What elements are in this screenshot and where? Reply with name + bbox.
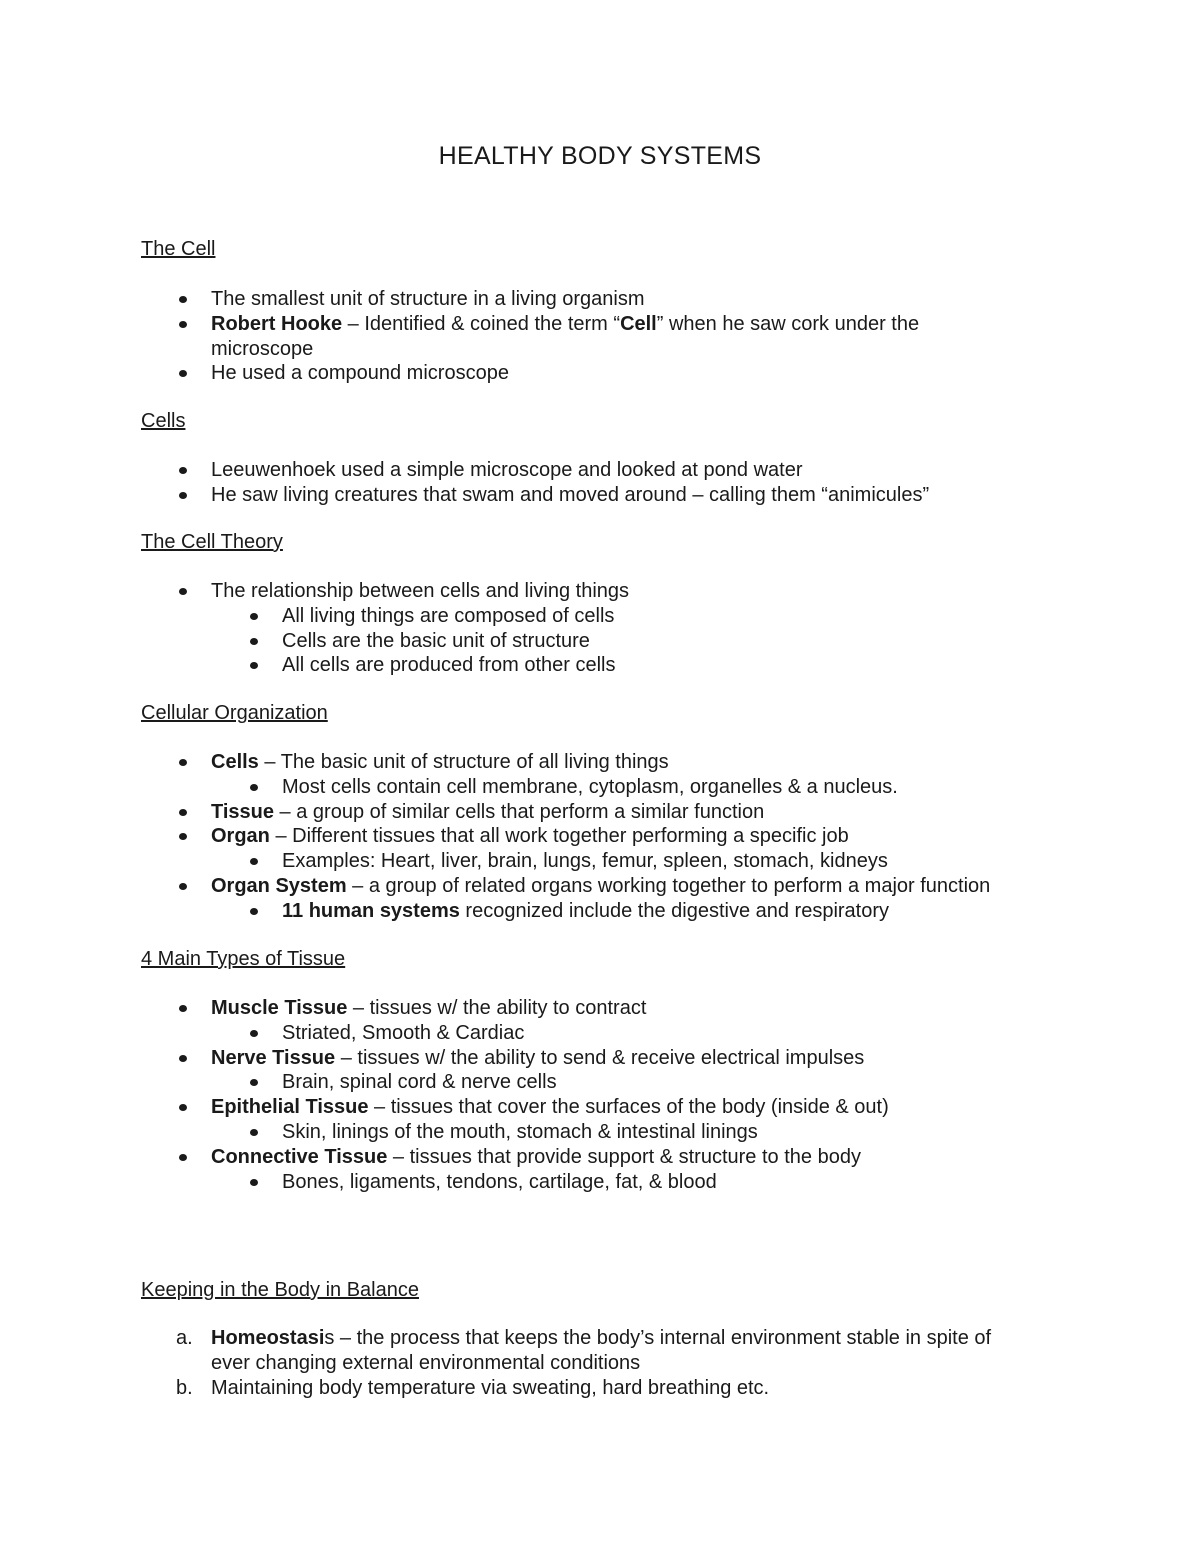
bullet-icon: [179, 588, 187, 595]
list-subitem: Skin, linings of the mouth, stomach & intestinal linings: [141, 1120, 889, 1145]
bullet-icon: [179, 1055, 187, 1062]
heading-cell-theory: The Cell Theory: [141, 531, 283, 553]
list-item: The relationship between cells and living things: [141, 579, 629, 604]
bullet-icon: [250, 613, 258, 620]
list-subitem: 11 human systems recognized include the digestive and respiratory: [141, 899, 990, 924]
bullet-icon: [179, 1005, 187, 1012]
list-subitem: Brain, spinal cord & nerve cells: [141, 1070, 889, 1095]
list-subitem: Most cells contain cell membrane, cytoplasm, organelles & a nucleus.: [141, 775, 990, 800]
list-item: Muscle Tissue – tissues w/ the ability to contract: [141, 996, 889, 1021]
bullet-icon: [250, 1179, 258, 1186]
heading-cellular-organization: Cellular Organization: [141, 702, 328, 724]
list-subitem: Bones, ligaments, tendons, cartilage, fat, & blood: [141, 1170, 889, 1195]
list-item: Tissue – a group of similar cells that perform a similar function: [141, 800, 990, 825]
list-subitem: Cells are the basic unit of structure: [141, 629, 629, 654]
list-item: Leeuwenhoek used a simple microscope and looked at pond water: [141, 458, 929, 483]
bullet-icon: [250, 638, 258, 645]
list-marker: b.: [176, 1376, 193, 1399]
list-item: Nerve Tissue – tissues w/ the ability to send & receive electrical impulses: [141, 1046, 889, 1071]
bullet-icon: [250, 662, 258, 669]
bullet-icon: [179, 883, 187, 890]
heading-body-balance: Keeping in the Body in Balance: [141, 1279, 419, 1301]
list-cells: [141, 458, 929, 508]
list-types-of-tissue: [141, 996, 889, 1194]
bullet-icon: [179, 759, 187, 766]
list-item: Epithelial Tissue – tissues that cover the surfaces of the body (inside & out): [141, 1095, 889, 1120]
bullet-icon: [250, 858, 258, 865]
bullet-icon: [250, 1079, 258, 1086]
list-subitem: Striated, Smooth & Cardiac: [141, 1021, 889, 1046]
bullet-icon: [179, 467, 187, 474]
bullet-icon: [250, 908, 258, 915]
list-subitem: Examples: Heart, liver, brain, lungs, femur, spleen, stomach, kidneys: [141, 849, 990, 874]
list-item: Organ – Different tissues that all work together performing a specific job: [141, 824, 990, 849]
bullet-icon: [179, 492, 187, 499]
list-item-continuation: ever changing external environmental conditions: [211, 1351, 641, 1374]
list-item: Organ System – a group of related organs working together to perform a major function: [141, 874, 990, 899]
list-subitem: All cells are produced from other cells: [141, 653, 629, 678]
ordered-list-body-balance: [141, 1326, 991, 1400]
bullet-icon: [250, 784, 258, 791]
list-marker: a.: [176, 1327, 193, 1349]
list-the-cell: [141, 287, 919, 386]
list-cell-theory: [141, 579, 629, 678]
list-item: He used a compound microscope: [141, 361, 919, 386]
bullet-icon: [250, 1030, 258, 1037]
heading-types-of-tissue: 4 Main Types of Tissue: [141, 948, 346, 970]
bullet-icon: [179, 1154, 187, 1161]
bullet-icon: [179, 833, 187, 840]
list-item: The smallest unit of structure in a living organism: [141, 287, 919, 312]
bullet-icon: [179, 809, 187, 816]
document-title: HEALTHY BODY SYSTEMS: [438, 142, 762, 170]
bullet-icon: [179, 1104, 187, 1111]
bullet-icon: [179, 296, 187, 303]
list-item: He saw living creatures that swam and moved around – calling them “animicules”: [141, 483, 929, 508]
list-item-continuation: microscope: [211, 337, 314, 360]
heading-the-cell: The Cell: [141, 238, 216, 260]
list-item: b. Maintaining body temperature via sweating, hard breathing etc.: [176, 1376, 770, 1399]
bullet-icon: [179, 370, 187, 377]
list-item: Connective Tissue – tissues that provide support & structure to the body: [141, 1145, 889, 1170]
list-item: Robert Hooke – Identified & coined the term “Cell” when he saw cork under the: [141, 312, 919, 337]
heading-cells: Cells: [141, 410, 186, 432]
list-cellular-organization: [141, 750, 990, 924]
bullet-icon: [179, 321, 187, 328]
list-subitem: All living things are composed of cells: [141, 604, 629, 629]
list-item: Cells – The basic unit of structure of all living things: [141, 750, 990, 775]
bullet-icon: [250, 1129, 258, 1136]
list-item: a. Homeostasis – the process that keeps the body’s internal environment stable in spite of: [176, 1327, 992, 1349]
